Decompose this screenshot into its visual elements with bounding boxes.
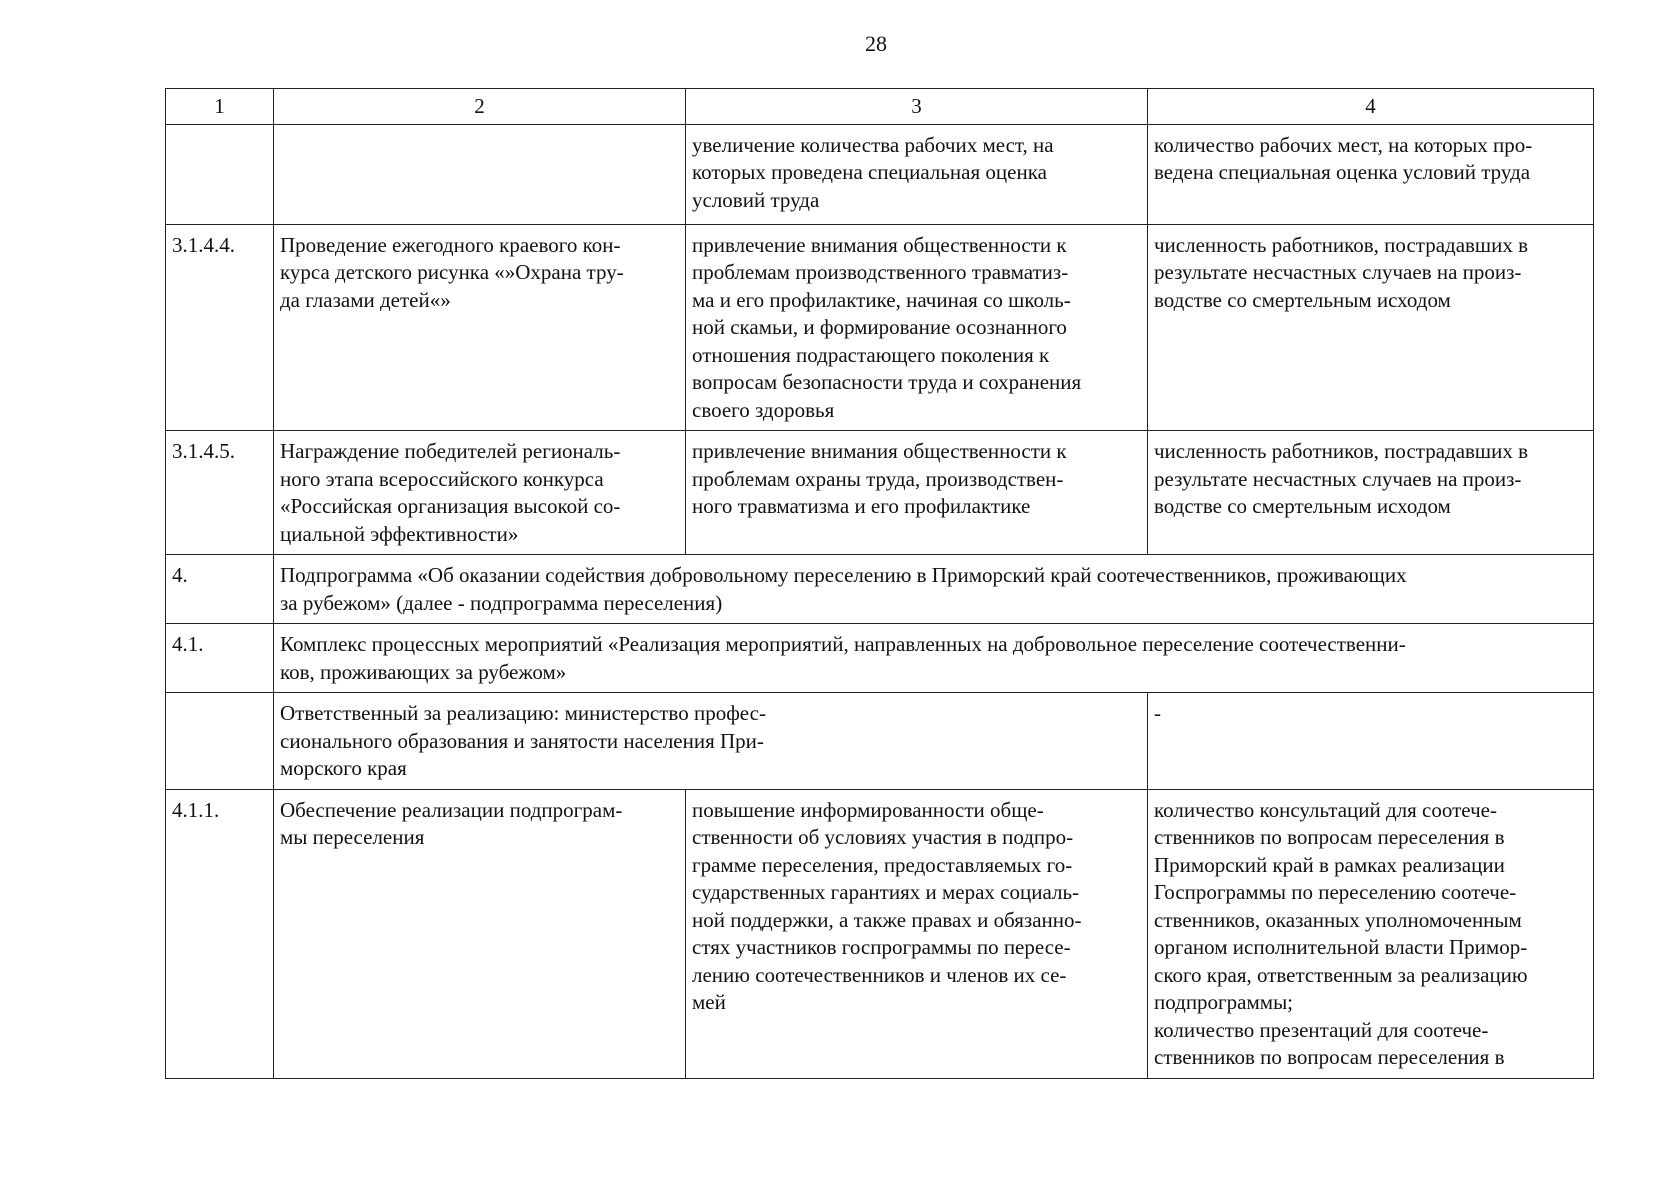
expected-result: привлечение внимания общественности к проблемам производственного травматиз- ма и его профилактике, начиная со школь- ной скамьи, и формирование осознанного отношения подрастающего поколения к вопросам безопасности труда и сохранения своего здоровья: [686, 224, 1148, 431]
measure-name: Награждение победителей региональ- ного этапа всероссийского конкурса «Российская организация высокой со- циальной эффективности»: [274, 431, 686, 555]
section-row: [166, 555, 1594, 624]
table-header-row: [166, 89, 1594, 125]
subprogram-title: Подпрограмма «Об оказании содействия добровольному переселению в Приморский край соотечественников, проживающих за рубежом» (далее - подпрограмма переселения): [274, 555, 1594, 624]
row-number: 4.1.1.: [166, 789, 274, 1078]
measure-name: Проведение ежегодного краевого кон- курса детского рисунка «»Охрана тру- да глазами детей«»: [274, 224, 686, 431]
measures-table: [165, 88, 1594, 1079]
responsible-row: [166, 693, 1594, 790]
indicator: количество консультаций для соотече- ственников по вопросам переселения в Приморский край в рамках реализации Госпрограммы по переселению соотече- ственников, оказанных уполномоченным органом исполнительной власти Примор- ского края, ответственным за реализацию подпрограммы; количество презентаций для соотече- ственников по вопросам переселения в: [1148, 789, 1594, 1078]
row-number: 3.1.4.5.: [166, 431, 274, 555]
header-col-4: 4: [1148, 89, 1594, 125]
indicator: численность работников, пострадавших в результате несчастных случаев на произ- водстве со смертельным исходом: [1148, 431, 1594, 555]
process-complex-title: Комплекс процессных мероприятий «Реализация мероприятий, направленных на добровольное переселение соотечественни- ков, проживающих за рубежом»: [274, 624, 1594, 693]
section-row: [166, 624, 1594, 693]
expected-result: привлечение внимания общественности к проблемам охраны труда, производствен- ного травматизма и его профилактике: [686, 431, 1148, 555]
expected-result: увеличение количества рабочих мест, на которых проведена специальная оценка условий труда: [686, 124, 1148, 224]
section-number: 4.: [166, 555, 274, 624]
responsible-value: -: [1148, 693, 1594, 790]
table-row: [166, 431, 1594, 555]
header-col-2: 2: [274, 89, 686, 125]
indicator: количество рабочих мест, на которых про- ведена специальная оценка условий труда: [1148, 124, 1594, 224]
table-row: [166, 224, 1594, 431]
responsible-label: Ответственный за реализацию: министерство профес- сионального образования и занятости населения При- морского края: [274, 693, 1148, 790]
expected-result: повышение информированности обще- ственности об условиях участия в подпро- грамме переселения, предоставляемых го- сударственных гарантиях и мерах социаль- ной поддержки, а также правах и обязанно- стях участников госпрограммы по пересе- лению соотечественников и членов их се- мей: [686, 789, 1148, 1078]
indicator: численность работников, пострадавших в результате несчастных случаев на произ- водстве со смертельным исходом: [1148, 224, 1594, 431]
measure-name: Обеспечение реализации подпрограм- мы переселения: [274, 789, 686, 1078]
header-col-1: 1: [166, 89, 274, 125]
row-number: 3.1.4.4.: [166, 224, 274, 431]
header-col-3: 3: [686, 89, 1148, 125]
table-row: [166, 124, 1594, 224]
measure-name: [274, 124, 686, 224]
table-row: [166, 789, 1594, 1078]
row-number: [166, 124, 274, 224]
page-number: 28: [865, 31, 887, 56]
section-number: 4.1.: [166, 624, 274, 693]
row-number: [166, 693, 274, 790]
